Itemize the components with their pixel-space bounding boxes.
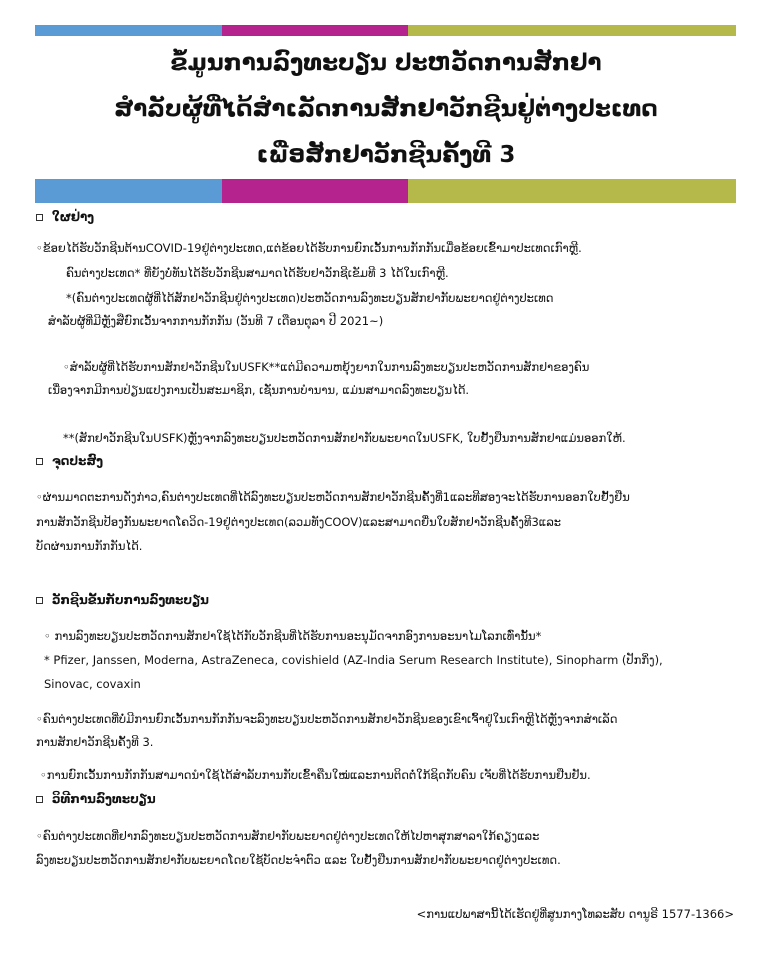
top-color-bar [35, 25, 736, 36]
paragraph-line: * Pfizer, Janssen, Moderna, AstraZeneca, covishield (AZ-India Serum Research Institute), Sinopharm (ປັກກິ່ງ), [44, 653, 663, 667]
paragraph-line: ◦ສຳລັບຜູ້ທີ່ໄດ້ຮັບການສັກຢາວັກຊີນໃນUSFK**ແຕ່ມີຄວາມຫຍຸ້ງຍາກໃນການລົງທະບຽນປະຫວັດການສັກຢາຂອງຄົນ [63, 360, 590, 374]
checkbox-bullet-icon [36, 214, 43, 221]
top-bar-blue [35, 25, 222, 36]
translation-credit-footer: <ການແປພາສານີ້ໄດ້ເຮັດຢູ່ທີ່ສູນກາງໂທລະສັບ ດານູຣີ 1577-1366> [416, 907, 734, 921]
bottom-bar-magenta [222, 179, 408, 203]
section-heading-vaccines [36, 593, 209, 607]
paragraph-line: *(ຄົນຕ່າງປະເທດຜູ້ທີ່ໄດ້ສັກຢາວັກຊີນຢູ່ຕ່າງປະເທດ)ປະຫວັດການລົງທະບຽນສັກຢາກັບພະຍາດຢູ່ຕ່າງປະເທດ [66, 291, 554, 305]
paragraph-line: ◦ ການລົງທະບຽນປະຫວັດການສັກຢາໃຊ້ໄດ້ກັບວັກຊີນທີ່ໄດ້ຮັບການອະນຸມັດຈາກອົງການອະນາໄມໂລກເທົ່ານັ້ນ* [44, 629, 542, 643]
title-line-3: ເພື່ອສັກຢາວັກຊີນຄັ້ງທີ 3 [256, 142, 516, 168]
checkbox-bullet-icon [36, 458, 43, 465]
paragraph-line: ◦ຂ້ອຍໄດ້ຮັບວັກຊີນຕ້ານCOVID-19ຢູ່ຕ່າງປະເທດ,ແຕ່ຂ້ອຍໄດ້ຮັບການຍົກເວັ້ນການກັກກັນເມື່ອຂ້ອຍເຂົ້າມາປະເທດເກົາຫຼີ. [36, 241, 582, 255]
paragraph-line: ບັດຜ່ານການກັກກັນໄດ້. [36, 539, 143, 553]
bottom-bar-blue [35, 179, 222, 203]
paragraph-line: ເນື່ອງຈາກມີການປ່ຽນແປງການເປັນສະມາຊິກ, ເຊັ່ນການບຳນານ, ແມ່ນສາມາດລົງທະບຽນໄດ້. [48, 383, 470, 397]
top-bar-magenta [222, 25, 408, 36]
paragraph-line: ການສັກຢາວັກຊີນຄັ້ງທີ 3. [36, 735, 154, 749]
heading-text: ຈຸດປະສົງ [52, 454, 104, 468]
paragraph-line: ◦ການຍົກເວັ້ນການກັກກັນສາມາດນຳໃຊ້ໄດ້ສຳລັບການກັບເຂົ້າຄືນໃໝ່ແລະການຕິດຕໍ່ໃກ້ຊິດກັບຄົນ ເຈັບທີ່ໄດ້ຮັບການຢືນຢັນ. [40, 768, 591, 782]
paragraph-line: ການສັກວັກຊີນປ້ອງກັນພະຍາດໂຄວິດ-19ຢູ່ຕ່າງປະເທດ(ລວມທັງCOOV)ແລະສາມາດຍື່ນໃບສັກຢາວັກຊີນຄັ້ງທີ3ແລະ [36, 515, 562, 529]
heading-text: ໃຜຢ່າງ [52, 210, 95, 224]
heading-text: ວັກຊີນຂັ້ນກັບການລົງທະບຽນ [52, 593, 209, 607]
page-title [0, 40, 772, 178]
section-heading-target [36, 210, 94, 224]
title-line-2: ສຳລັບຜູ້ທີ່ໄດ້ສຳເລັດການສັກຢາວັກຊີນຢູ່ຕ່າງປະເທດ [114, 96, 658, 122]
section-heading-method [36, 792, 156, 806]
paragraph-line: ◦ຄົນຕ່າງປະເທດທີ່ບໍ່ມີການຍົກເວັ້ນການກັກກັນຈະລົງທະບຽນປະຫວັດການສັກຢາວັກຊີນຂອງເຂົາເຈົ້າຢູ່ໃນເກົາຫຼີໄດ້ຫຼັງຈາກສຳເລັດ [36, 712, 618, 726]
bottom-color-bar [35, 179, 736, 203]
paragraph-line: ຄົນຕ່າງປະເທດ* ທີ່ຍັງບໍ່ທັນໄດ້ຮັບວັກຊີນສາມາດໄດ້ຮັບຢາວັກຊີເຂັມທີ 3 ໄດ້ໃນເກົາຫຼີ. [66, 266, 449, 280]
paragraph-line: **(ສັກຢາວັກຊີນໃນUSFK)ຫຼັງຈາກລົງທະບຽນປະຫວັດການສັກຢາກັບພະຍາດໃນUSFK, ໃບຢັ້ງຢືນການສັກຢາແມ່ນອອກໃຫ້. [63, 431, 626, 445]
paragraph-line: ສຳລັບຜູ້ທີ່ມີຫຼັງສືຍົກເວັ້ນຈາກການກັກກັນ (ວັນທີ 7 ເດືອນຕຸລາ ປີ 2021~) [48, 314, 384, 328]
paragraph-line: ລົງທະບຽນປະຫວັດການສັກຢາກັບພະຍາດໂດຍໃຊ້ບັດປະຈຳຕົວ ແລະ ໃບຢັ້ງຢືນການສັກຢາກັບພະຍາດຢູ່ຕ່າງປະເທດ. [36, 853, 561, 867]
heading-text: ວິທີການລົງທະບຽນ [52, 792, 156, 806]
paragraph-line: ◦ຄົນຕ່າງປະເທດທີ່ຢາກລົງທະບຽນປະຫວັດການສັກຢາກັບພະຍາດຢູ່ຕ່າງປະເທດໃຫ້ໄປຫາສຸກສາລາໃກ້ຄຽງແລະ [36, 829, 540, 843]
checkbox-bullet-icon [36, 796, 43, 803]
top-bar-olive [408, 25, 736, 36]
section-heading-purpose [36, 454, 103, 468]
checkbox-bullet-icon [36, 597, 43, 604]
paragraph-line: ◦ຜ່ານມາດຕະການດັ່ງກ່າວ,ຄົນຕ່າງປະເທດທີ່ໄດ້ລົງທະບຽນປະຫວັດການສັກຢາວັກຊີນຄັ້ງທີ່1ແລະທີສອງຈະໄດ້ຮັບການອອກໃບຢັ້ງຢືນ [36, 490, 630, 504]
paragraph-line: Sinovac, covaxin [44, 677, 141, 691]
title-line-1: ຂໍ້ມູນການລົງທະບຽນ ປະຫວັດການສັກຢາ [170, 50, 602, 76]
bottom-bar-olive [408, 179, 736, 203]
